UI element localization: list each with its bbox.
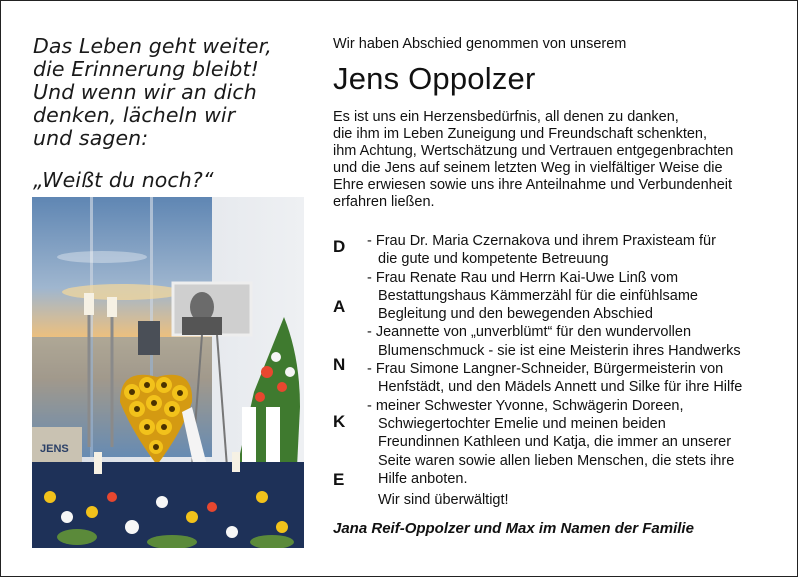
paragraph-line: die ihm im Leben Zuneigung und Freundschaft schenkten, xyxy=(333,126,708,143)
dank-letter-a: A xyxy=(333,297,346,316)
poem-quote: „Weißt du noch?“ xyxy=(33,168,214,192)
urn-label: JENS xyxy=(40,443,69,455)
poem-line: Das Leben geht weiter, xyxy=(33,34,272,58)
poem xyxy=(33,35,293,192)
thanks-item: Schwiegertochter Emelie und meinen beiden xyxy=(378,415,666,432)
thanks-item: - Frau Simone Langner-Schneider, Bürgermeisterin von xyxy=(367,361,724,378)
thanks-item: - Frau Dr. Maria Czernakova und ihrem Praxisteam für xyxy=(367,233,716,249)
poem-line: Und wenn wir an dich xyxy=(33,80,257,104)
thanks-list xyxy=(367,232,777,488)
thanks-item: die gute und kompetente Betreuung xyxy=(378,251,609,268)
memorial-photo-illustration xyxy=(32,197,304,548)
dank-letter-d: D xyxy=(333,237,346,256)
thanks-item: Henfstädt, und den Mädels Annett und Silke für ihre Hilfe xyxy=(378,379,743,396)
poem-line: denken, lächeln wir xyxy=(33,103,236,127)
deceased-name: Jens Oppolzer xyxy=(333,61,536,96)
closing-text: Wir sind überwältigt! xyxy=(378,492,509,508)
thanks-item: Seite waren sowie allen lieben Menschen, die stets ihre xyxy=(378,452,735,469)
thanks-item: Blumenschmuck - sie ist eine Meisterin ihres Handwerks xyxy=(378,342,741,359)
paragraph-line: und die Jens auf seinem letzten Weg in vielfältiger Weise die xyxy=(333,160,723,177)
thanks-item: - Jeannette von „unverblümt“ für den wundervollen xyxy=(367,324,692,341)
dank-letter-n: N xyxy=(333,355,346,374)
thanks-item: - meiner Schwester Yvonne, Schwägerin Doreen, xyxy=(367,397,684,414)
thanks-item: - Frau Renate Rau und Herrn Kai-Uwe Linß vom xyxy=(367,269,679,286)
dank-letter-e: E xyxy=(333,470,345,489)
thanks-item: Hilfe anboten. xyxy=(378,470,468,487)
paragraph-line: Ehre erwiesen sowie uns ihre Anteilnahme und Verbundenheit xyxy=(333,177,733,194)
thanks-paragraph xyxy=(333,109,773,212)
thanks-item: Bestattungshaus Kämmerzähl für die einfühlsame xyxy=(378,287,698,304)
thanks-item: Freundinnen Kathleen und Katja, die immer an unserer xyxy=(378,434,732,451)
intro-text: Wir haben Abschied genommen von unserem xyxy=(333,36,627,52)
signature: Jana Reif-Oppolzer und Max im Namen der Familie xyxy=(333,520,694,537)
dank-letter-k: K xyxy=(333,412,346,431)
poem-line: und sagen: xyxy=(33,126,149,150)
paragraph-line: erfahren ließen. xyxy=(333,194,435,211)
paragraph-line: ihm Achtung, Wertschätzung und Vertrauen entgegenbrachten xyxy=(333,143,734,160)
thanks-item: Begleitung und den bewegenden Abschied xyxy=(378,306,653,323)
memorial-photo xyxy=(32,197,304,548)
poem-line: die Erinnerung bleibt! xyxy=(33,57,259,81)
paragraph-line: Es ist uns ein Herzensbedürfnis, all denen zu danken, xyxy=(333,109,679,125)
